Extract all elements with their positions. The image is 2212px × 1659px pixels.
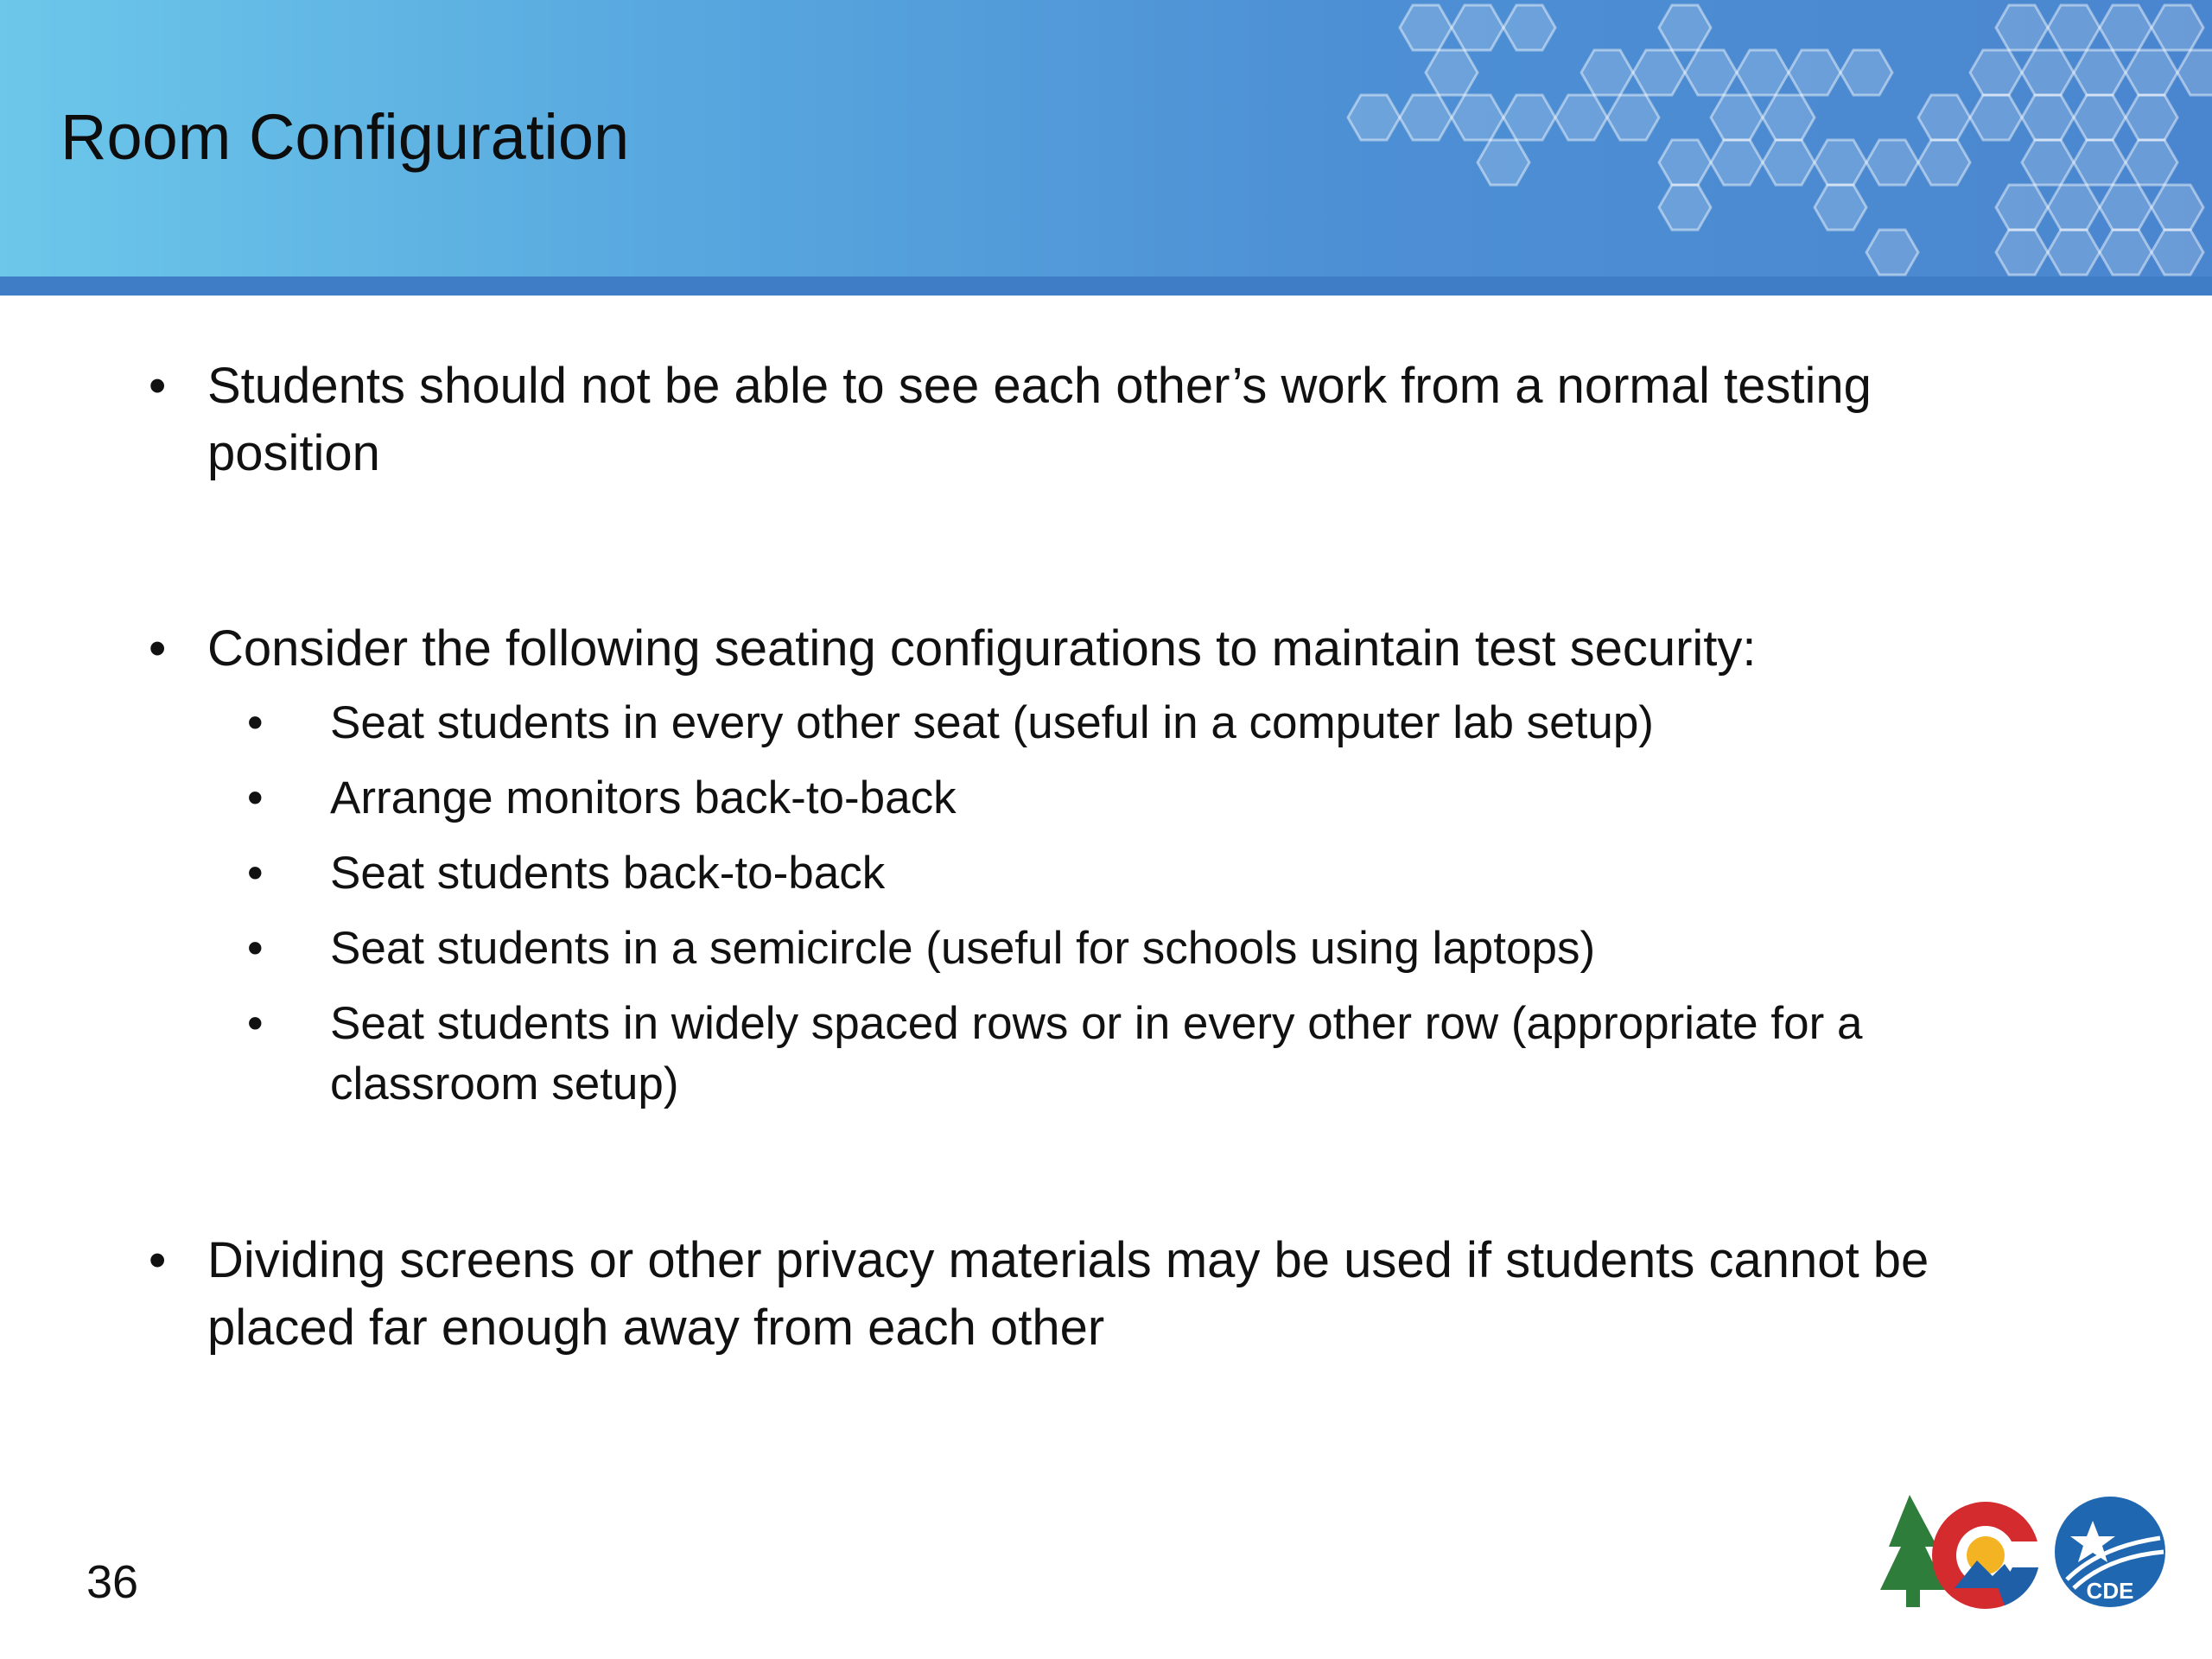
sub-bullet-item: • Seat students back-to-back [330,843,2075,904]
sub-bullet-item: • Seat students in a semicircle (useful for schools using laptops) [330,918,2075,979]
page-number: 36 [86,1556,139,1608]
bullet-item: • Dividing screens or other privacy materials may be used if students cannot be placed far enough away from each other [207,1227,2005,1362]
sub-bullet-item: • Arrange monitors back-to-back [330,768,2075,829]
bullet-item: • Students should not be able to see each other’s work from a normal testing position [207,353,2005,487]
sub-bullet-item: • Seat students in widely spaced rows or in every other row (appropriate for a classroom setup) [330,994,2075,1115]
slide-title: Room Configuration [60,101,630,173]
bullet-item: • Consider the following seating configurations to maintain test security: [207,615,2005,683]
sub-bullet-item: • Seat students in every other seat (useful in a computer lab setup) [330,693,2075,753]
colorado-cde-logo [1875,1486,2169,1616]
logo-cde-text: CDE [2086,1578,2134,1604]
